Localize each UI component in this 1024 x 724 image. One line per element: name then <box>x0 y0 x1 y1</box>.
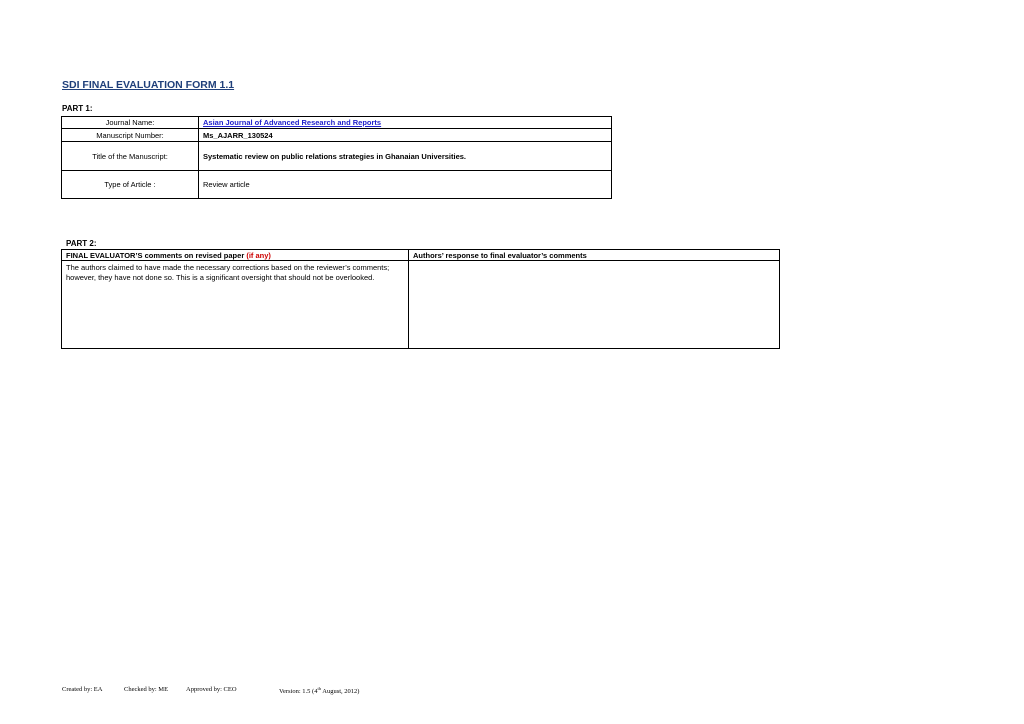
table-header-row <box>62 250 780 261</box>
footer-created: Created by: EA <box>62 686 103 693</box>
journal-name-value <box>199 117 612 129</box>
table-row <box>62 129 612 142</box>
part1-label: PART 1: <box>62 104 93 113</box>
author-response-cell[interactable] <box>409 261 780 349</box>
if-any-note: (if any) <box>246 250 271 260</box>
manuscript-number-label: Manuscript Number: <box>62 129 199 142</box>
manuscript-title-label: Title of the Manuscript: <box>62 142 199 171</box>
table-row <box>62 117 612 129</box>
version-superscript: th <box>317 686 321 691</box>
form-title: SDI FINAL EVALUATION FORM 1.1 <box>62 79 235 91</box>
table-row <box>62 171 612 199</box>
footer-checked: Checked by: ME <box>124 686 169 693</box>
version-prefix: Version: 1.5 (4 <box>279 688 318 696</box>
part2-label: PART 2: <box>66 239 97 248</box>
article-type-label: Type of Article : <box>62 171 199 199</box>
version-suffix: August, 2012) <box>320 688 360 696</box>
evaluator-comments-header-text: FINAL EVALUATOR’S comments on revised paper <box>66 250 245 260</box>
table-row <box>62 261 780 349</box>
manuscript-number-value: Ms_AJARR_130524 <box>199 129 612 142</box>
table-row <box>62 142 612 171</box>
journal-name-label: Journal Name: <box>62 117 199 129</box>
footer-approved: Approved by: CEO <box>186 686 237 693</box>
part1-table <box>61 116 612 199</box>
manuscript-title-value: Systematic review on public relations strategies in Ghanaian Universities. <box>199 142 612 171</box>
article-type-value: Review article <box>199 171 612 199</box>
footer-version <box>279 686 359 695</box>
evaluator-comment-cell: The authors claimed to have made the necessary corrections based on the reviewer’s comments; however, they have not done so. This is a significant oversight that should not be overlooked. <box>62 261 409 349</box>
journal-name-link[interactable]: Asian Journal of Advanced Research and Reports <box>203 118 382 127</box>
part2-table <box>61 249 780 349</box>
evaluator-comments-header <box>62 250 409 261</box>
author-response-header: Authors’ response to final evaluator’s comments <box>409 250 780 261</box>
